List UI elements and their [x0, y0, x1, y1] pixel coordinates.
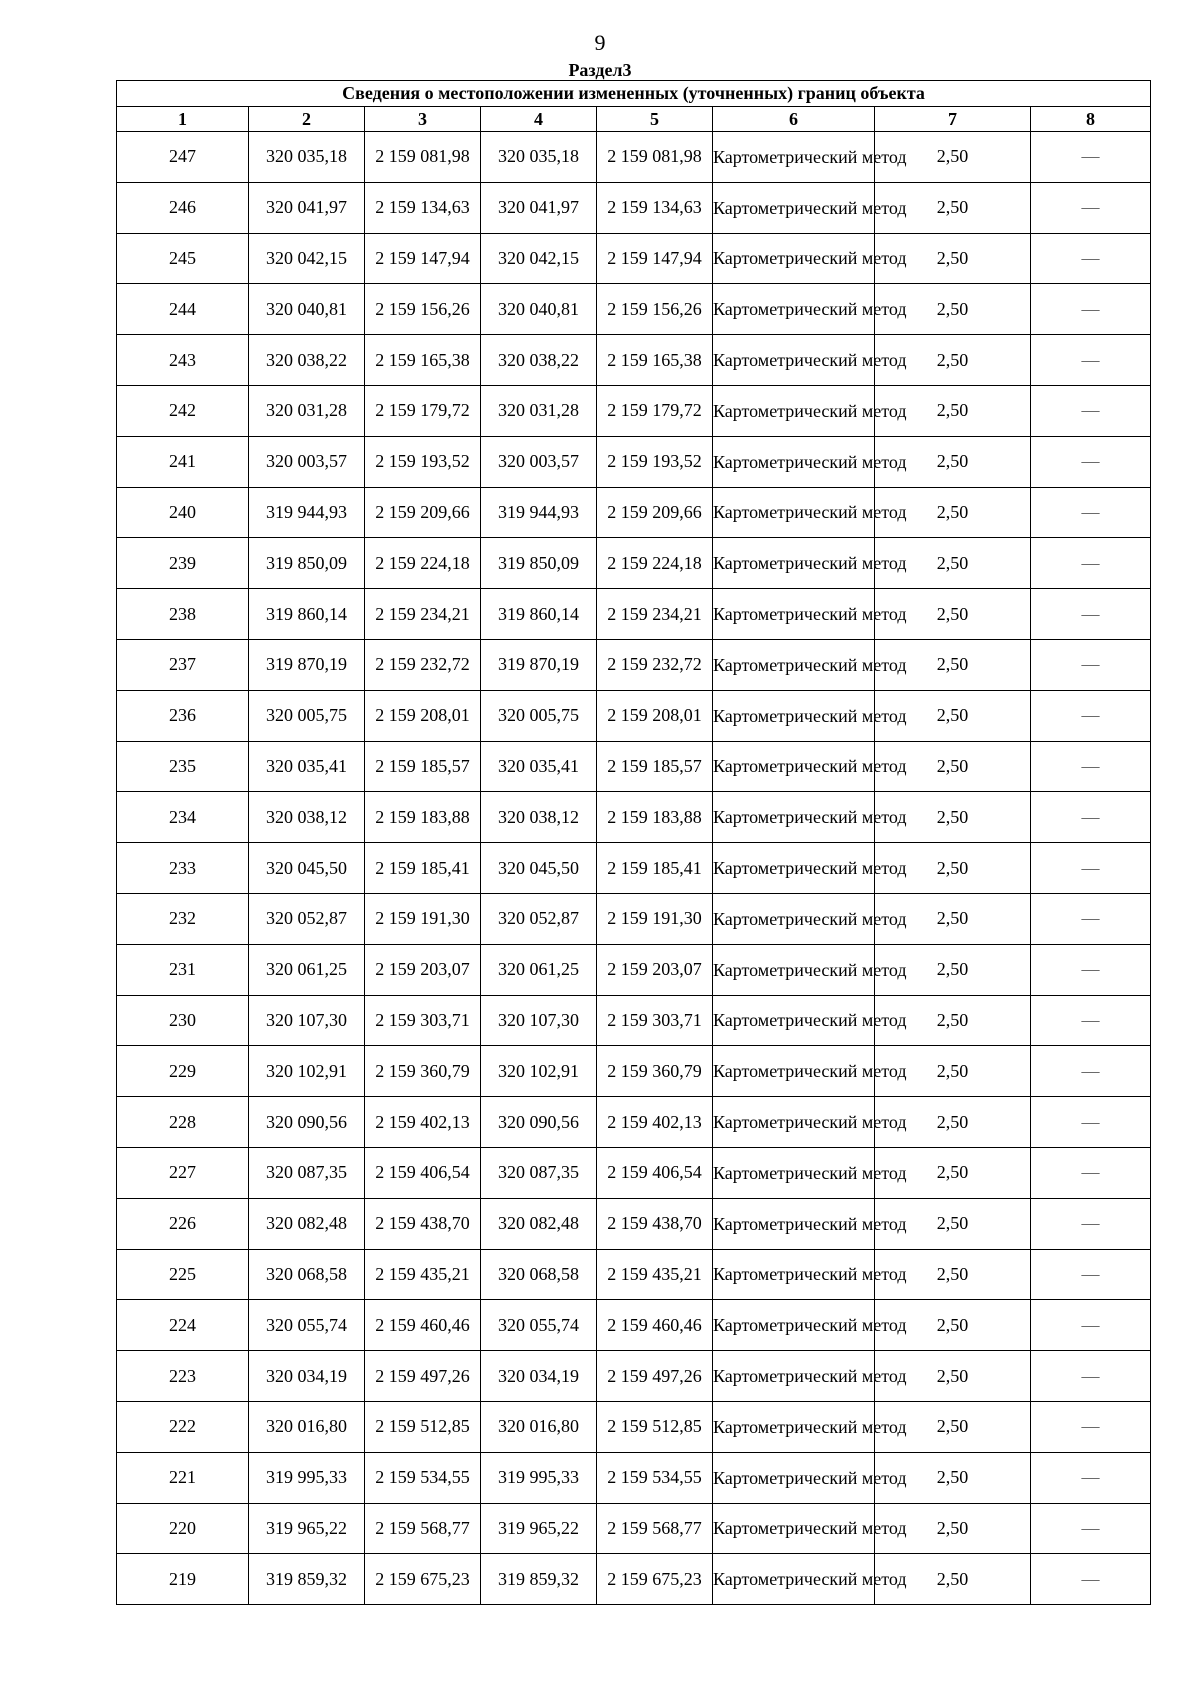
y-coordinate-cell: 2 159 460,46	[365, 1300, 481, 1351]
point-number-cell: 227	[117, 1147, 249, 1198]
new-y-coordinate-cell: 2 159 406,54	[597, 1147, 713, 1198]
new-x-coordinate-cell: 320 035,18	[481, 132, 597, 183]
method-cell: Картометрический метод	[713, 436, 875, 487]
x-coordinate-cell: 319 995,33	[249, 1452, 365, 1503]
method-cell: Картометрический метод	[713, 1097, 875, 1148]
point-number-cell: 234	[117, 792, 249, 843]
y-coordinate-cell: 2 159 134,63	[365, 182, 481, 233]
new-y-coordinate-cell: 2 159 534,55	[597, 1452, 713, 1503]
point-number-cell: 222	[117, 1401, 249, 1452]
y-coordinate-cell: 2 159 191,30	[365, 893, 481, 944]
table-row	[117, 944, 1151, 995]
x-coordinate-cell: 320 041,97	[249, 182, 365, 233]
note-cell: —	[1031, 538, 1151, 589]
point-number-cell: 230	[117, 995, 249, 1046]
point-number-cell: 220	[117, 1503, 249, 1554]
note-cell: —	[1031, 1452, 1151, 1503]
note-cell: —	[1031, 233, 1151, 284]
y-coordinate-cell: 2 159 209,66	[365, 487, 481, 538]
table-row	[117, 1300, 1151, 1351]
y-coordinate-cell: 2 159 402,13	[365, 1097, 481, 1148]
column-number: 8	[1031, 107, 1151, 132]
table-row	[117, 1452, 1151, 1503]
y-coordinate-cell: 2 159 185,41	[365, 843, 481, 894]
point-number-cell: 246	[117, 182, 249, 233]
table-row	[117, 284, 1151, 335]
page-number: 9	[594, 30, 606, 55]
x-coordinate-cell: 320 003,57	[249, 436, 365, 487]
y-coordinate-cell: 2 159 183,88	[365, 792, 481, 843]
method-cell: Картометрический метод	[713, 233, 875, 284]
method-cell: Картометрический метод	[713, 1249, 875, 1300]
table-row	[117, 335, 1151, 386]
note-cell: —	[1031, 843, 1151, 894]
point-number-cell: 240	[117, 487, 249, 538]
table-row	[117, 792, 1151, 843]
new-x-coordinate-cell: 319 870,19	[481, 639, 597, 690]
x-coordinate-cell: 319 965,22	[249, 1503, 365, 1554]
new-x-coordinate-cell: 320 034,19	[481, 1351, 597, 1402]
new-y-coordinate-cell: 2 159 185,57	[597, 741, 713, 792]
column-number: 4	[481, 107, 597, 132]
method-cell: Картометрический метод	[713, 1198, 875, 1249]
note-cell: —	[1031, 995, 1151, 1046]
table-row	[117, 1503, 1151, 1554]
table-row	[117, 487, 1151, 538]
column-number: 2	[249, 107, 365, 132]
y-coordinate-cell: 2 159 303,71	[365, 995, 481, 1046]
accuracy-cell: 2,50	[875, 741, 1031, 792]
y-coordinate-cell: 2 159 232,72	[365, 639, 481, 690]
method-cell: Картометрический метод	[713, 690, 875, 741]
point-number-cell: 219	[117, 1554, 249, 1605]
new-x-coordinate-cell: 320 016,80	[481, 1401, 597, 1452]
y-coordinate-cell: 2 159 497,26	[365, 1351, 481, 1402]
table-row	[117, 843, 1151, 894]
y-coordinate-cell: 2 159 534,55	[365, 1452, 481, 1503]
table-row	[117, 1046, 1151, 1097]
note-cell: —	[1031, 1097, 1151, 1148]
new-y-coordinate-cell: 2 159 512,85	[597, 1401, 713, 1452]
table-row	[117, 1097, 1151, 1148]
method-cell: Картометрический метод	[713, 538, 875, 589]
method-cell: Картометрический метод	[713, 741, 875, 792]
table-row	[117, 132, 1151, 183]
accuracy-cell: 2,50	[875, 1300, 1031, 1351]
accuracy-cell: 2,50	[875, 1097, 1031, 1148]
point-number-cell: 236	[117, 690, 249, 741]
new-y-coordinate-cell: 2 159 234,21	[597, 589, 713, 640]
table-row	[117, 741, 1151, 792]
x-coordinate-cell: 319 850,09	[249, 538, 365, 589]
accuracy-cell: 2,50	[875, 385, 1031, 436]
method-cell: Картометрический метод	[713, 1300, 875, 1351]
column-number: 7	[875, 107, 1031, 132]
note-cell: —	[1031, 1401, 1151, 1452]
y-coordinate-cell: 2 159 179,72	[365, 385, 481, 436]
column-number-row	[117, 107, 1151, 132]
new-y-coordinate-cell: 2 159 081,98	[597, 132, 713, 183]
point-number-cell: 243	[117, 335, 249, 386]
accuracy-cell: 2,50	[875, 1554, 1031, 1605]
method-cell: Картометрический метод	[713, 1351, 875, 1402]
method-cell: Картометрический метод	[713, 1401, 875, 1452]
new-y-coordinate-cell: 2 159 147,94	[597, 233, 713, 284]
point-number-cell: 231	[117, 944, 249, 995]
table-caption: Сведения о местоположении измененных (уточненных) границ объекта	[117, 81, 1151, 107]
accuracy-cell: 2,50	[875, 182, 1031, 233]
table-row	[117, 639, 1151, 690]
x-coordinate-cell: 319 944,93	[249, 487, 365, 538]
y-coordinate-cell: 2 159 360,79	[365, 1046, 481, 1097]
column-number: 6	[713, 107, 875, 132]
table-row	[117, 538, 1151, 589]
x-coordinate-cell: 320 090,56	[249, 1097, 365, 1148]
table-row	[117, 1351, 1151, 1402]
new-y-coordinate-cell: 2 159 232,72	[597, 639, 713, 690]
point-number-cell: 235	[117, 741, 249, 792]
accuracy-cell: 2,50	[875, 233, 1031, 284]
accuracy-cell: 2,50	[875, 995, 1031, 1046]
new-x-coordinate-cell: 320 031,28	[481, 385, 597, 436]
note-cell: —	[1031, 1503, 1151, 1554]
method-cell: Картометрический метод	[713, 843, 875, 894]
point-number-cell: 242	[117, 385, 249, 436]
new-y-coordinate-cell: 2 159 675,23	[597, 1554, 713, 1605]
x-coordinate-cell: 320 107,30	[249, 995, 365, 1046]
new-x-coordinate-cell: 320 041,97	[481, 182, 597, 233]
new-x-coordinate-cell: 320 052,87	[481, 893, 597, 944]
method-cell: Картометрический метод	[713, 1503, 875, 1554]
method-cell: Картометрический метод	[713, 335, 875, 386]
x-coordinate-cell: 320 087,35	[249, 1147, 365, 1198]
point-number-cell: 247	[117, 132, 249, 183]
table-body	[117, 132, 1151, 1605]
point-number-cell: 241	[117, 436, 249, 487]
coordinates-table	[116, 80, 1151, 1605]
new-x-coordinate-cell: 319 859,32	[481, 1554, 597, 1605]
accuracy-cell: 2,50	[875, 436, 1031, 487]
accuracy-cell: 2,50	[875, 944, 1031, 995]
new-x-coordinate-cell: 320 035,41	[481, 741, 597, 792]
point-number-cell: 233	[117, 843, 249, 894]
accuracy-cell: 2,50	[875, 335, 1031, 386]
x-coordinate-cell: 320 035,41	[249, 741, 365, 792]
table-row	[117, 1147, 1151, 1198]
x-coordinate-cell: 319 859,32	[249, 1554, 365, 1605]
new-y-coordinate-cell: 2 159 191,30	[597, 893, 713, 944]
new-x-coordinate-cell: 320 038,12	[481, 792, 597, 843]
new-y-coordinate-cell: 2 159 497,26	[597, 1351, 713, 1402]
y-coordinate-cell: 2 159 406,54	[365, 1147, 481, 1198]
x-coordinate-cell: 320 034,19	[249, 1351, 365, 1402]
column-number: 3	[365, 107, 481, 132]
method-cell: Картометрический метод	[713, 132, 875, 183]
table-row	[117, 690, 1151, 741]
new-x-coordinate-cell: 320 045,50	[481, 843, 597, 894]
new-y-coordinate-cell: 2 159 209,66	[597, 487, 713, 538]
new-y-coordinate-cell: 2 159 193,52	[597, 436, 713, 487]
new-x-coordinate-cell: 319 995,33	[481, 1452, 597, 1503]
new-y-coordinate-cell: 2 159 179,72	[597, 385, 713, 436]
new-x-coordinate-cell: 320 038,22	[481, 335, 597, 386]
y-coordinate-cell: 2 159 193,52	[365, 436, 481, 487]
note-cell: —	[1031, 1554, 1151, 1605]
table-row	[117, 1401, 1151, 1452]
y-coordinate-cell: 2 159 234,21	[365, 589, 481, 640]
new-x-coordinate-cell: 320 107,30	[481, 995, 597, 1046]
x-coordinate-cell: 320 016,80	[249, 1401, 365, 1452]
new-x-coordinate-cell: 320 040,81	[481, 284, 597, 335]
y-coordinate-cell: 2 159 156,26	[365, 284, 481, 335]
accuracy-cell: 2,50	[875, 893, 1031, 944]
new-x-coordinate-cell: 319 860,14	[481, 589, 597, 640]
note-cell: —	[1031, 436, 1151, 487]
y-coordinate-cell: 2 159 081,98	[365, 132, 481, 183]
point-number-cell: 223	[117, 1351, 249, 1402]
new-y-coordinate-cell: 2 159 224,18	[597, 538, 713, 589]
x-coordinate-cell: 320 055,74	[249, 1300, 365, 1351]
new-x-coordinate-cell: 320 042,15	[481, 233, 597, 284]
point-number-cell: 232	[117, 893, 249, 944]
method-cell: Картометрический метод	[713, 893, 875, 944]
accuracy-cell: 2,50	[875, 1198, 1031, 1249]
new-x-coordinate-cell: 320 003,57	[481, 436, 597, 487]
method-cell: Картометрический метод	[713, 944, 875, 995]
note-cell: —	[1031, 1147, 1151, 1198]
table-row	[117, 233, 1151, 284]
accuracy-cell: 2,50	[875, 284, 1031, 335]
accuracy-cell: 2,50	[875, 538, 1031, 589]
column-number: 5	[597, 107, 713, 132]
x-coordinate-cell: 320 052,87	[249, 893, 365, 944]
y-coordinate-cell: 2 159 675,23	[365, 1554, 481, 1605]
point-number-cell: 229	[117, 1046, 249, 1097]
new-x-coordinate-cell: 320 102,91	[481, 1046, 597, 1097]
column-number: 1	[117, 107, 249, 132]
method-cell: Картометрический метод	[713, 792, 875, 843]
method-cell: Картометрический метод	[713, 1554, 875, 1605]
new-y-coordinate-cell: 2 159 183,88	[597, 792, 713, 843]
new-x-coordinate-cell: 320 087,35	[481, 1147, 597, 1198]
y-coordinate-cell: 2 159 165,38	[365, 335, 481, 386]
method-cell: Картометрический метод	[713, 639, 875, 690]
table-row	[117, 1198, 1151, 1249]
accuracy-cell: 2,50	[875, 1452, 1031, 1503]
table-row	[117, 385, 1151, 436]
y-coordinate-cell: 2 159 185,57	[365, 741, 481, 792]
x-coordinate-cell: 319 860,14	[249, 589, 365, 640]
new-y-coordinate-cell: 2 159 460,46	[597, 1300, 713, 1351]
new-x-coordinate-cell: 320 055,74	[481, 1300, 597, 1351]
new-y-coordinate-cell: 2 159 156,26	[597, 284, 713, 335]
note-cell: —	[1031, 639, 1151, 690]
note-cell: —	[1031, 132, 1151, 183]
method-cell: Картометрический метод	[713, 589, 875, 640]
accuracy-cell: 2,50	[875, 487, 1031, 538]
y-coordinate-cell: 2 159 203,07	[365, 944, 481, 995]
point-number-cell: 221	[117, 1452, 249, 1503]
point-number-cell: 226	[117, 1198, 249, 1249]
table-row	[117, 1554, 1151, 1605]
x-coordinate-cell: 320 035,18	[249, 132, 365, 183]
note-cell: —	[1031, 385, 1151, 436]
y-coordinate-cell: 2 159 208,01	[365, 690, 481, 741]
new-x-coordinate-cell: 319 850,09	[481, 538, 597, 589]
table-row	[117, 436, 1151, 487]
note-cell: —	[1031, 893, 1151, 944]
y-coordinate-cell: 2 159 147,94	[365, 233, 481, 284]
accuracy-cell: 2,50	[875, 1401, 1031, 1452]
accuracy-cell: 2,50	[875, 1046, 1031, 1097]
x-coordinate-cell: 320 042,15	[249, 233, 365, 284]
method-cell: Картометрический метод	[713, 182, 875, 233]
new-x-coordinate-cell: 320 061,25	[481, 944, 597, 995]
new-x-coordinate-cell: 320 005,75	[481, 690, 597, 741]
point-number-cell: 245	[117, 233, 249, 284]
point-number-cell: 228	[117, 1097, 249, 1148]
x-coordinate-cell: 320 040,81	[249, 284, 365, 335]
accuracy-cell: 2,50	[875, 1351, 1031, 1402]
new-y-coordinate-cell: 2 159 568,77	[597, 1503, 713, 1554]
new-y-coordinate-cell: 2 159 435,21	[597, 1249, 713, 1300]
x-coordinate-cell: 320 061,25	[249, 944, 365, 995]
method-cell: Картометрический метод	[713, 1452, 875, 1503]
y-coordinate-cell: 2 159 224,18	[365, 538, 481, 589]
note-cell: —	[1031, 1351, 1151, 1402]
new-x-coordinate-cell: 319 965,22	[481, 1503, 597, 1554]
new-x-coordinate-cell: 320 082,48	[481, 1198, 597, 1249]
new-y-coordinate-cell: 2 159 402,13	[597, 1097, 713, 1148]
accuracy-cell: 2,50	[875, 690, 1031, 741]
new-y-coordinate-cell: 2 159 185,41	[597, 843, 713, 894]
accuracy-cell: 2,50	[875, 1249, 1031, 1300]
new-y-coordinate-cell: 2 159 134,63	[597, 182, 713, 233]
x-coordinate-cell: 319 870,19	[249, 639, 365, 690]
new-y-coordinate-cell: 2 159 165,38	[597, 335, 713, 386]
x-coordinate-cell: 320 038,12	[249, 792, 365, 843]
accuracy-cell: 2,50	[875, 843, 1031, 894]
method-cell: Картометрический метод	[713, 487, 875, 538]
x-coordinate-cell: 320 005,75	[249, 690, 365, 741]
point-number-cell: 237	[117, 639, 249, 690]
note-cell: —	[1031, 1198, 1151, 1249]
note-cell: —	[1031, 284, 1151, 335]
x-coordinate-cell: 320 082,48	[249, 1198, 365, 1249]
section-title: Раздел3	[568, 60, 632, 80]
x-coordinate-cell: 320 068,58	[249, 1249, 365, 1300]
new-x-coordinate-cell: 320 090,56	[481, 1097, 597, 1148]
x-coordinate-cell: 320 045,50	[249, 843, 365, 894]
y-coordinate-cell: 2 159 438,70	[365, 1198, 481, 1249]
table-row	[117, 182, 1151, 233]
method-cell: Картометрический метод	[713, 1147, 875, 1198]
new-y-coordinate-cell: 2 159 303,71	[597, 995, 713, 1046]
method-cell: Картометрический метод	[713, 995, 875, 1046]
note-cell: —	[1031, 1249, 1151, 1300]
note-cell: —	[1031, 741, 1151, 792]
table-row	[117, 589, 1151, 640]
new-y-coordinate-cell: 2 159 208,01	[597, 690, 713, 741]
new-x-coordinate-cell: 320 068,58	[481, 1249, 597, 1300]
accuracy-cell: 2,50	[875, 792, 1031, 843]
method-cell: Картометрический метод	[713, 284, 875, 335]
x-coordinate-cell: 320 102,91	[249, 1046, 365, 1097]
method-cell: Картометрический метод	[713, 1046, 875, 1097]
table-row	[117, 995, 1151, 1046]
point-number-cell: 244	[117, 284, 249, 335]
new-y-coordinate-cell: 2 159 203,07	[597, 944, 713, 995]
point-number-cell: 224	[117, 1300, 249, 1351]
accuracy-cell: 2,50	[875, 589, 1031, 640]
note-cell: —	[1031, 1046, 1151, 1097]
accuracy-cell: 2,50	[875, 1147, 1031, 1198]
note-cell: —	[1031, 487, 1151, 538]
y-coordinate-cell: 2 159 568,77	[365, 1503, 481, 1554]
point-number-cell: 225	[117, 1249, 249, 1300]
note-cell: —	[1031, 944, 1151, 995]
note-cell: —	[1031, 589, 1151, 640]
x-coordinate-cell: 320 031,28	[249, 385, 365, 436]
x-coordinate-cell: 320 038,22	[249, 335, 365, 386]
point-number-cell: 238	[117, 589, 249, 640]
note-cell: —	[1031, 690, 1151, 741]
note-cell: —	[1031, 1300, 1151, 1351]
y-coordinate-cell: 2 159 512,85	[365, 1401, 481, 1452]
method-cell: Картометрический метод	[713, 385, 875, 436]
new-x-coordinate-cell: 319 944,93	[481, 487, 597, 538]
note-cell: —	[1031, 182, 1151, 233]
accuracy-cell: 2,50	[875, 639, 1031, 690]
note-cell: —	[1031, 335, 1151, 386]
table-row	[117, 1249, 1151, 1300]
note-cell: —	[1031, 792, 1151, 843]
accuracy-cell: 2,50	[875, 1503, 1031, 1554]
y-coordinate-cell: 2 159 435,21	[365, 1249, 481, 1300]
new-y-coordinate-cell: 2 159 438,70	[597, 1198, 713, 1249]
accuracy-cell: 2,50	[875, 132, 1031, 183]
new-y-coordinate-cell: 2 159 360,79	[597, 1046, 713, 1097]
table-row	[117, 893, 1151, 944]
point-number-cell: 239	[117, 538, 249, 589]
